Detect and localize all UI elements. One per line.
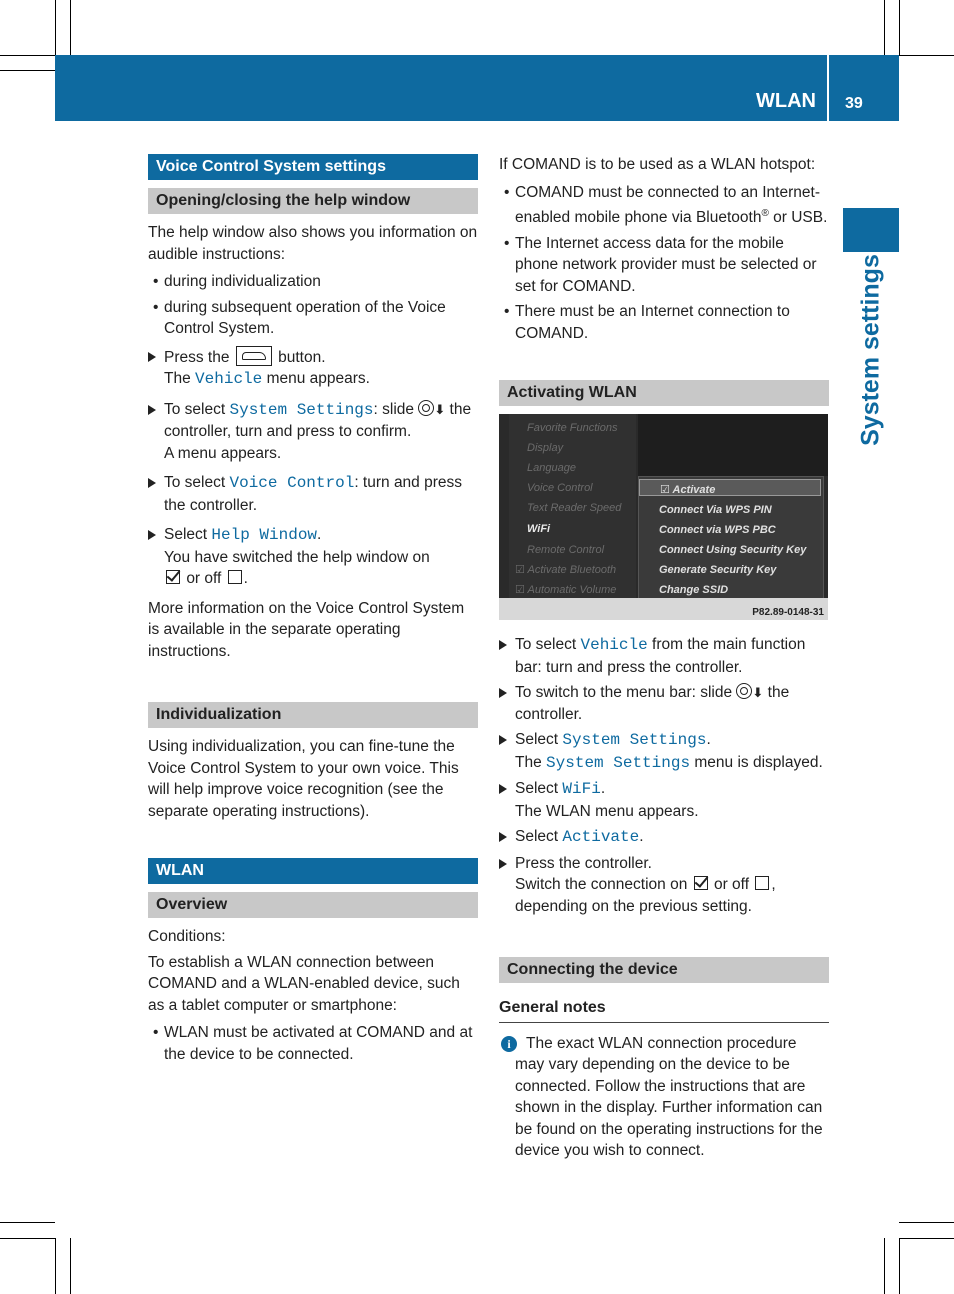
screenshot-caption-bar (499, 598, 828, 620)
step: Select System Settings. The System Settings menu is displayed. (499, 729, 829, 774)
side-tab-label: System settings (856, 254, 885, 446)
page-number: 39 (845, 95, 863, 112)
crop-mark (0, 70, 55, 71)
individualization-text: Using individualization, you can fine-tune the Voice Control System to your own voice. This will help improve voice recognition (see the separate operating instructions). (148, 738, 459, 820)
step: Press the controller. Switch the connection on or off , depending on the previous setting. (499, 853, 829, 918)
header-divider (827, 55, 829, 121)
help-intro: The help window also shows you information on audible instructions: (148, 224, 478, 263)
crop-mark (899, 55, 954, 56)
section-title-voice-control: Voice Control System settings (148, 154, 478, 180)
right-column (499, 154, 829, 1162)
step: To select Vehicle from the main function bar: turn and press the controller. (499, 634, 829, 678)
establish-text: To establish a WLAN connection between COMAND and a WLAN-enabled device, such as a tablet computer or smartphone: (148, 953, 460, 1014)
list-item: • during subsequent operation of the Voice Control System. (153, 298, 446, 337)
display-screenshot (499, 414, 828, 620)
crop-mark (899, 1238, 900, 1294)
subsection-title-activating-wlan: Activating WLAN (499, 380, 829, 406)
controller-icon (418, 400, 434, 416)
figure-code: P82.89-0148-31 (752, 607, 824, 619)
vehicle-button-icon (236, 346, 272, 366)
step: Select Help Window. You have switched the help window on or off . (148, 524, 478, 590)
screen-menu-item: Display (527, 442, 564, 455)
subsection-title-help-window: Opening/closing the help window (148, 188, 478, 214)
checkbox-checked-icon (166, 570, 180, 584)
step: To select Voice Control: turn and press the controller. (148, 472, 478, 516)
list-item: • The Internet access data for the mobile phone network provider must be selected or set for COMAND. (504, 234, 817, 295)
screen-menu-item: Language (527, 462, 576, 475)
crop-mark (55, 0, 56, 55)
crop-mark (0, 55, 55, 56)
subsection-title-individualization: Individualization (148, 702, 478, 728)
section-title-wlan: WLAN (148, 858, 478, 884)
crop-mark (899, 0, 900, 55)
crop-mark (899, 1238, 954, 1239)
screen-menu-item: ☑ Activate Bluetooth (515, 564, 617, 577)
info-text: The exact WLAN connection procedure may vary depending on the device to be connected. Follow the instructions that are shown in the display. Further information can be found on the operating instructions for the device you wish to connect. (515, 1034, 823, 1160)
info-icon: i (501, 1036, 517, 1052)
screen-menu-item: Favorite Functions (527, 422, 618, 435)
step: To select System Settings: slide ⬇ the controller, turn and press to confirm. A menu appears. (148, 399, 478, 465)
more-info-text: More information on the Voice Control System is available in the separate operating instructions. (148, 599, 465, 660)
screen-menu-item: Generate Security Key (659, 564, 777, 577)
arrow-down-icon: ⬇ (752, 685, 764, 701)
hotspot-intro: If COMAND is to be used as a WLAN hotspot: (499, 156, 816, 173)
checkbox-unchecked-icon (755, 876, 769, 890)
list-item: • There must be an Internet connection to COMAND. (504, 303, 790, 342)
list-item: • COMAND must be connected to an Internet-enabled mobile phone via Bluetooth® or USB. (504, 183, 828, 227)
checkbox-unchecked-icon (228, 570, 242, 584)
screen-menu-item-selected: ☑ Activate (639, 479, 821, 496)
screen-top-area (638, 414, 828, 476)
controller-icon (736, 683, 752, 699)
conditions-label: Conditions: (148, 928, 226, 945)
crop-mark (884, 0, 885, 55)
screen-wlan-menu (638, 476, 824, 600)
screen-menu-item: ☑ Automatic Volume (515, 584, 617, 597)
crop-mark (0, 1238, 55, 1239)
crop-mark (70, 0, 71, 55)
screen-menu-item: Text Reader Speed (527, 502, 622, 515)
general-notes-heading: General notes (499, 997, 829, 1023)
step: Press the button. The Vehicle menu appears. (148, 346, 478, 391)
arrow-down-icon: ⬇ (434, 401, 446, 417)
subsection-title-overview: Overview (148, 892, 478, 918)
list-item: • WLAN must be activated at COMAND and at the device to be connected. (153, 1024, 473, 1063)
screen-menu-item: Voice Control (527, 482, 593, 495)
header-title: WLAN (756, 90, 816, 112)
step: Select Activate. (499, 826, 829, 849)
screen-menu-item: Connect Using Security Key (659, 544, 807, 557)
screen-main-menu (509, 414, 636, 598)
step: Select WiFi. The WLAN menu appears. (499, 778, 829, 822)
screen-menu-item: Connect Via WPS PIN (659, 504, 772, 517)
checkbox-checked-icon (694, 876, 708, 890)
crop-mark (884, 1238, 885, 1294)
screen-menu-item: Remote Control (527, 544, 605, 557)
left-column (148, 154, 478, 1065)
crop-mark (55, 1238, 56, 1294)
screen-menu-item-current: WiFi (527, 523, 551, 536)
screen-menu-item: Change SSID (659, 584, 729, 597)
screen-menu-item: Connect via WPS PBC (659, 524, 776, 537)
subsection-title-connecting: Connecting the device (499, 957, 829, 983)
list-item: • during individualization (153, 273, 321, 290)
crop-mark (899, 1222, 954, 1223)
crop-mark (70, 1238, 71, 1294)
step: To switch to the menu bar: slide ⬇ the controller. (499, 682, 829, 725)
side-tab (843, 208, 899, 252)
info-note (499, 1033, 829, 1162)
crop-mark (0, 1222, 55, 1223)
